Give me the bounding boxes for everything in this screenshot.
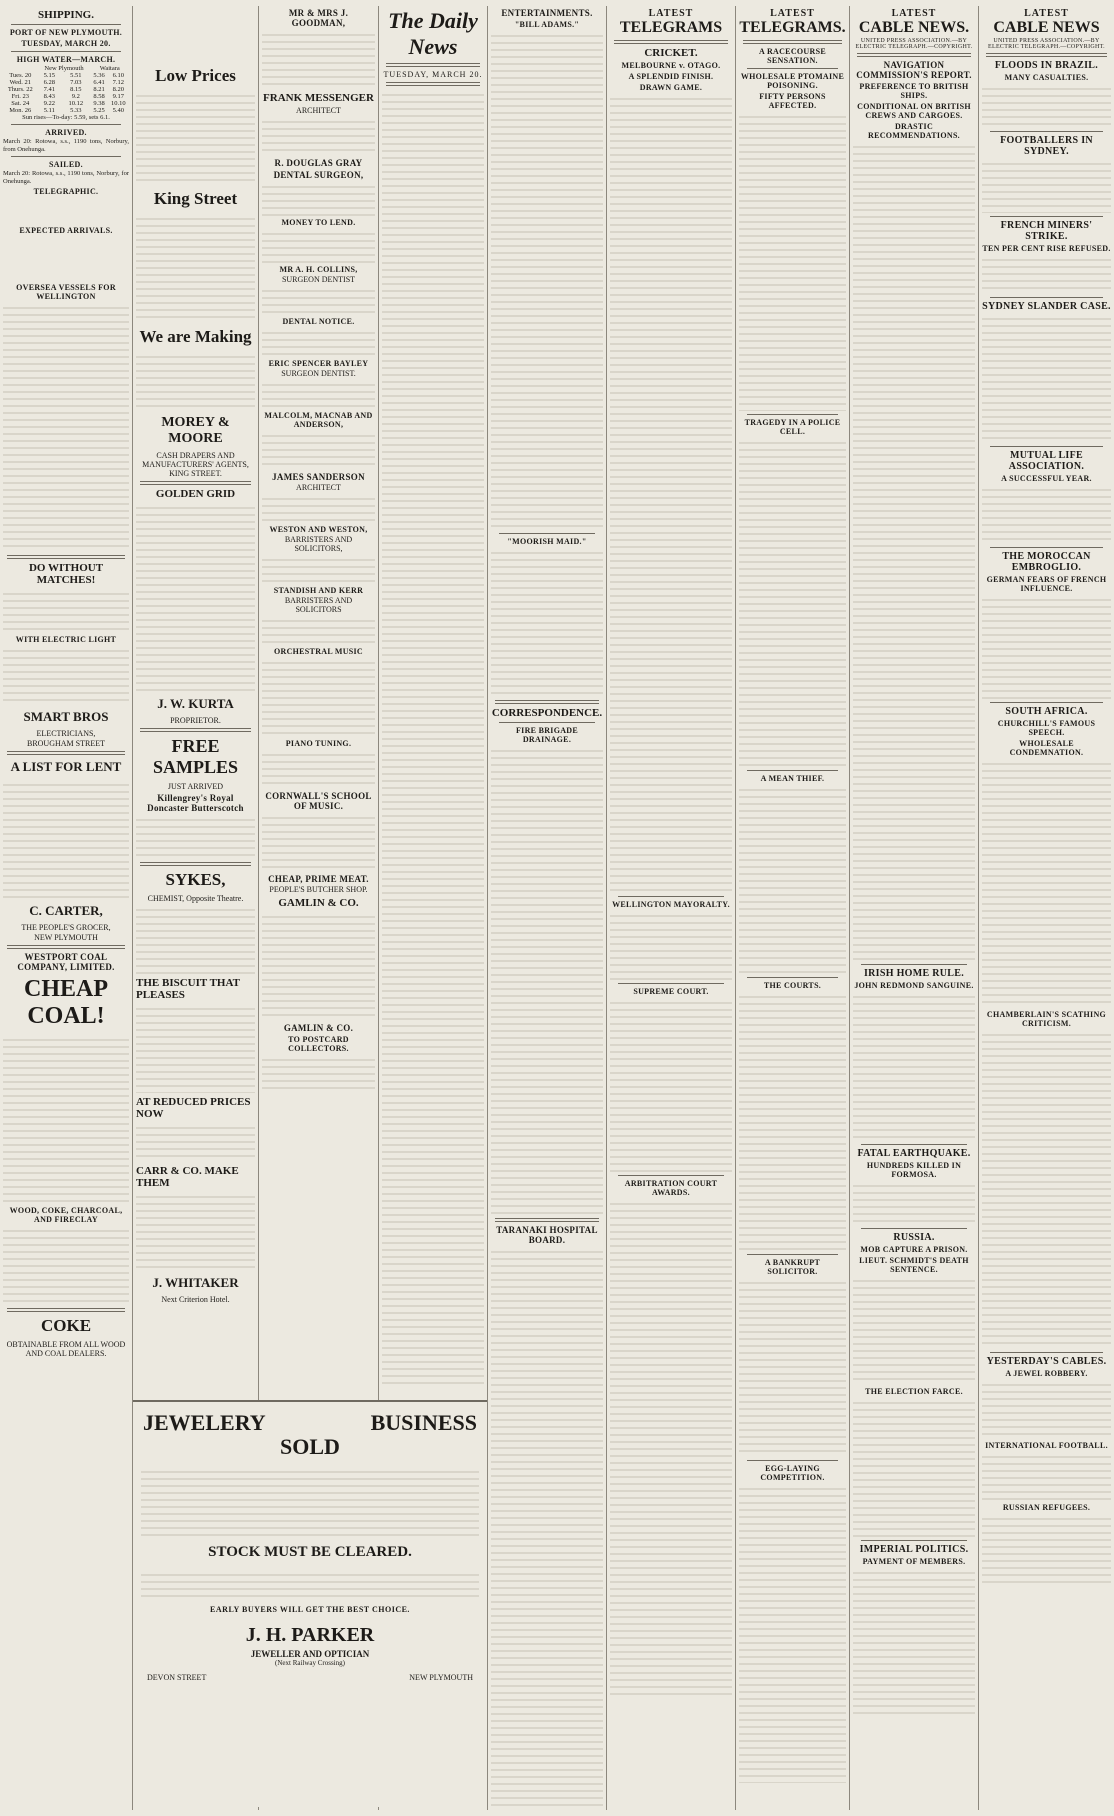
parker-town: NEW PLYMOUTH bbox=[409, 1673, 473, 1682]
text-block bbox=[491, 547, 603, 697]
slander-heading: SYDNEY SLANDER CASE. bbox=[982, 301, 1111, 312]
tide-cell: 5.33 bbox=[70, 107, 82, 114]
orchestral-heading: ORCHESTRAL MUSIC bbox=[273, 647, 364, 656]
morey-moore-sub: CASH DRAPERS AND MANUFACTURERS' AGENTS, KING STREET. bbox=[142, 451, 249, 478]
text-block bbox=[982, 83, 1111, 128]
killengrey-heading: Killengrey's Royal Doncaster Butterscotch bbox=[147, 793, 244, 813]
golden-grid-heading: GOLDEN GRID bbox=[155, 488, 236, 500]
coke-sub: OBTAINABLE FROM ALL WOOD AND COAL DEALERS. bbox=[6, 1340, 126, 1359]
text-block bbox=[739, 111, 846, 411]
tide-cell: Fri. 23 bbox=[11, 93, 29, 100]
goodman-heading: MR & MRS J. GOODMAN, bbox=[288, 8, 349, 28]
text-block bbox=[3, 236, 129, 281]
condemnation-heading: WHOLESALE CONDEMNATION. bbox=[1009, 739, 1084, 757]
text-block bbox=[982, 758, 1111, 1008]
text-block bbox=[262, 911, 375, 1021]
sykes-sub: CHEMIST, Opposite Theatre. bbox=[147, 894, 244, 903]
tide-cell: 8.15 bbox=[70, 86, 82, 93]
carter-heading: C. CARTER, bbox=[29, 903, 103, 919]
king-street-heading: King Street bbox=[153, 189, 238, 208]
redmond-heading: JOHN REDMOND SANGUINE. bbox=[854, 981, 974, 990]
text-block bbox=[739, 991, 846, 1251]
tide-cell: 8.20 bbox=[112, 86, 124, 93]
dental-heading: DENTAL SURGEON, bbox=[273, 170, 364, 180]
smart-bros-heading: SMART BROS bbox=[23, 709, 109, 725]
tide-cell: 7.41 bbox=[43, 86, 56, 93]
text-block bbox=[262, 181, 375, 216]
south-africa-heading: SOUTH AFRICA. bbox=[1005, 706, 1088, 717]
sold-word: SOLD bbox=[280, 1434, 340, 1459]
masthead: The Daily News bbox=[388, 8, 478, 59]
ptomaine-heading: WHOLESALE PTOMAINE POISONING. bbox=[740, 72, 845, 90]
tide-cell: 9.2 bbox=[71, 93, 80, 100]
melbourne-otago: MELBOURNE v. OTAGO. bbox=[621, 61, 721, 70]
text-block bbox=[136, 90, 255, 185]
text-block bbox=[3, 1034, 129, 1204]
just-arrived: JUST ARRIVED bbox=[167, 782, 224, 791]
text-block bbox=[982, 484, 1111, 544]
cable-news-heading: CABLE NEWS. bbox=[858, 19, 970, 36]
column-entertainments bbox=[488, 6, 606, 1810]
price-list bbox=[136, 213, 255, 323]
tide-cell: 6.41 bbox=[93, 79, 105, 86]
tide-cell: 5.40 bbox=[112, 107, 124, 114]
making-heading: We are Making bbox=[139, 327, 252, 346]
moorish-heading: "MOORISH MAID." bbox=[507, 537, 587, 546]
column-telegrams-2 bbox=[736, 6, 849, 1810]
standish-sub: BARRISTERS AND SOLICITORS bbox=[284, 596, 353, 614]
formosa-heading: HUNDREDS KILLED IN FORMOSA. bbox=[866, 1161, 962, 1179]
messenger-heading: FRANK MESSENGER bbox=[263, 92, 374, 104]
table-row bbox=[3, 93, 129, 100]
tide-cell: 8.21 bbox=[93, 86, 105, 93]
tide-cell: 5.51 bbox=[70, 72, 82, 79]
masthead-date: TUESDAY, MARCH 20. bbox=[383, 70, 483, 79]
morey-moore-heading: MOREY & MOORE bbox=[161, 415, 230, 446]
table-row bbox=[3, 79, 129, 86]
text-block bbox=[3, 645, 129, 705]
arbitration-heading: ARBITRATION COURT AWARDS. bbox=[624, 1179, 718, 1197]
tide-heading: HIGH WATER—MARCH. bbox=[16, 55, 116, 64]
parker-heading: J. H. PARKER bbox=[245, 1624, 375, 1646]
text-block bbox=[262, 430, 375, 470]
stock-heading: STOCK MUST BE CLEARED. bbox=[208, 1544, 412, 1560]
successful-year-heading: A SUCCESSFUL YEAR. bbox=[1001, 474, 1092, 483]
casualties-heading: MANY CASUALTIES. bbox=[1004, 73, 1089, 82]
mob-heading: MOB CAPTURE A PRISON. bbox=[860, 1245, 968, 1254]
tide-cell: 9.38 bbox=[93, 100, 105, 107]
text-block bbox=[491, 1246, 603, 1810]
irish-heading: IRISH HOME RULE. bbox=[863, 968, 965, 979]
tide-cell: 6.10 bbox=[112, 72, 124, 79]
text-block bbox=[610, 910, 732, 980]
telegrams-heading: TELEGRAMS. bbox=[739, 19, 846, 36]
tide-cell: 9.17 bbox=[112, 93, 124, 100]
text-block bbox=[853, 141, 975, 961]
payment-heading: PAYMENT OF MEMBERS. bbox=[862, 1557, 966, 1566]
biscuit-heading: THE BISCUIT THAT PLEASES bbox=[136, 977, 240, 1001]
text-block bbox=[141, 1466, 479, 1536]
text-block bbox=[853, 1275, 975, 1385]
gray-heading: R. DOUGLAS GRAY bbox=[274, 158, 363, 168]
fifty-persons: FIFTY PERSONS AFFECTED. bbox=[759, 92, 826, 110]
text-block bbox=[982, 254, 1111, 294]
tide-cell: 5.11 bbox=[43, 107, 55, 114]
date-line: TUESDAY, MARCH 20. bbox=[21, 39, 111, 48]
conditional-heading: CONDITIONAL ON BRITISH CREWS AND CARGOES. bbox=[857, 102, 971, 120]
overseas-heading: OVERSEA VESSELS FOR WELLINGTON bbox=[16, 283, 116, 302]
telegrams-heading: TELEGRAMS bbox=[619, 19, 723, 36]
text-block bbox=[262, 327, 375, 357]
table-row bbox=[3, 72, 129, 79]
text-block bbox=[262, 29, 375, 89]
taranaki-hospital-heading: TARANAKI HOSPITAL BOARD. bbox=[496, 1225, 598, 1245]
column-telegrams bbox=[607, 6, 735, 1810]
tide-cell: 5.36 bbox=[93, 72, 105, 79]
text-block bbox=[3, 197, 129, 223]
wood-heading: WOOD, COKE, CHARCOAL, AND FIRECLAY bbox=[9, 1206, 123, 1225]
tide-cell: Tues. 20 bbox=[9, 72, 32, 79]
standish-heading: STANDISH AND KERR bbox=[273, 586, 364, 595]
text-block bbox=[136, 1191, 255, 1271]
column-shipping bbox=[0, 6, 132, 1810]
text-block bbox=[262, 228, 375, 263]
electric-heading: WITH ELECTRIC LIGHT bbox=[15, 635, 117, 645]
miners-heading: FRENCH MINERS' STRIKE. bbox=[1000, 220, 1093, 242]
sanderson-heading: JAMES SANDERSON bbox=[272, 472, 365, 482]
kurta-heading: J. W. KURTA bbox=[157, 696, 234, 711]
drastic-heading: DRASTIC RECOMMENDATIONS. bbox=[868, 122, 960, 140]
tide-cell: Thurs. 22 bbox=[7, 86, 33, 93]
ten-per-cent-heading: TEN PER CENT RISE REFUSED. bbox=[982, 244, 1111, 253]
tide-col: New Plymouth bbox=[44, 65, 84, 72]
footballers-heading: FOOTBALLERS IN SYDNEY. bbox=[1000, 135, 1093, 157]
bayley-heading: ERIC SPENCER BAYLEY bbox=[268, 359, 369, 368]
early-buyers: EARLY BUYERS WILL GET THE BEST CHOICE. bbox=[210, 1605, 410, 1614]
low-prices-heading: Low Prices bbox=[155, 66, 236, 85]
tide-cell: 7.12 bbox=[112, 79, 124, 86]
text-block bbox=[982, 594, 1111, 699]
text-block bbox=[262, 493, 375, 523]
latest-label: LATEST bbox=[770, 8, 815, 19]
racecourse-heading: A RACECOURSE SENSATION. bbox=[759, 47, 826, 65]
text-block bbox=[853, 1397, 975, 1537]
text-block bbox=[262, 749, 375, 789]
telegraphic-heading: TELEGRAPHIC. bbox=[33, 187, 99, 197]
sykes-heading: SYKES, bbox=[165, 870, 226, 889]
text-block bbox=[262, 554, 375, 584]
text-block bbox=[262, 812, 375, 872]
mcnab-heading: MALCOLM, MACNAB AND ANDERSON, bbox=[264, 411, 373, 429]
tide-cell: 8.58 bbox=[93, 93, 105, 100]
gamlin-heading: GAMLIN & CO. bbox=[278, 897, 359, 909]
carter-address: NEW PLYMOUTH bbox=[34, 933, 98, 943]
yesterday-heading: YESTERDAY'S CABLES. bbox=[986, 1356, 1107, 1367]
column-editorial bbox=[379, 6, 487, 1396]
coal-heading: COAL! bbox=[27, 1003, 105, 1030]
tide-cell: 6.28 bbox=[43, 79, 56, 86]
expected-heading: EXPECTED ARRIVALS. bbox=[19, 225, 113, 235]
whitaker-heading: J. WHITAKER bbox=[152, 1275, 239, 1290]
westport-heading: WESTPORT COAL COMPANY, LIMITED. bbox=[17, 952, 115, 973]
piano-heading: PIANO TUNING. bbox=[285, 739, 352, 748]
floods-heading: FLOODS IN BRAZIL. bbox=[994, 60, 1099, 71]
tide-cell: 8.43 bbox=[43, 93, 56, 100]
bill-adams-heading: "BILL ADAMS." bbox=[514, 20, 580, 29]
russia-heading: RUSSIA. bbox=[893, 1232, 935, 1243]
shipping-heading: SHIPPING. bbox=[38, 9, 94, 21]
text-block bbox=[853, 991, 975, 1141]
collins-heading: MR A. H. COLLINS, bbox=[279, 265, 358, 274]
text-block bbox=[739, 1277, 846, 1457]
cable-news-heading: CABLE NEWS bbox=[993, 19, 1100, 36]
text-block bbox=[610, 1198, 732, 1698]
text-block bbox=[262, 285, 375, 315]
fire-drainage-heading: FIRE BRIGADE DRAINAGE. bbox=[515, 726, 579, 744]
bankrupt-heading: A BANKRUPT SOLICITOR. bbox=[764, 1258, 821, 1276]
international-heading: INTERNATIONAL FOOTBALL. bbox=[985, 1441, 1108, 1450]
drawn-game: DRAWN GAME. bbox=[639, 83, 703, 92]
shipping-list bbox=[3, 302, 129, 552]
text-block bbox=[982, 1513, 1111, 1583]
money-heading: MONEY TO LEND. bbox=[281, 218, 356, 227]
port-heading: PORT OF NEW PLYMOUTH. bbox=[9, 28, 123, 37]
smart-bros-sub: ELECTRICIANS, bbox=[36, 729, 96, 739]
earthquake-heading: FATAL EARTHQUAKE. bbox=[857, 1148, 971, 1159]
butcher-sub: PEOPLE'S BUTCHER SHOP. bbox=[269, 885, 368, 894]
cricket-scores bbox=[610, 93, 732, 893]
text-block bbox=[262, 1054, 375, 1094]
text-block bbox=[136, 351, 255, 411]
text-block bbox=[136, 814, 255, 859]
tide-cell: Mon. 26 bbox=[9, 107, 32, 114]
correspondence-heading: CORRESPONDENCE. bbox=[491, 707, 603, 719]
tide-cell: 5.15 bbox=[43, 72, 56, 79]
column-cable-news-2 bbox=[979, 6, 1114, 1810]
free-samples-heading: FREE SAMPLES bbox=[152, 736, 239, 777]
tide-col: Waitara bbox=[99, 65, 120, 72]
text-block bbox=[982, 1029, 1111, 1349]
text-block bbox=[982, 1451, 1111, 1501]
cricket-heading: CRICKET. bbox=[644, 47, 698, 59]
thief-heading: A MEAN THIEF. bbox=[760, 774, 825, 783]
refugees-heading: RUSSIAN REFUGEES. bbox=[1002, 1503, 1091, 1512]
churchill-heading: CHURCHILL'S FAMOUS SPEECH. bbox=[997, 719, 1096, 737]
text-block bbox=[262, 379, 375, 409]
table-row bbox=[3, 100, 129, 107]
egg-heading: EGG-LAYING COMPETITION. bbox=[760, 1464, 825, 1482]
imperial-heading: IMPERIAL POLITICS. bbox=[859, 1544, 969, 1555]
supreme-court-heading: SUPREME COURT. bbox=[633, 987, 709, 996]
splendid-finish: A SPLENDID FINISH. bbox=[628, 72, 714, 81]
text-block bbox=[136, 502, 255, 692]
tide-cell: Wed. 21 bbox=[9, 79, 32, 86]
press-credit: UNITED PRESS ASSOCIATION.—BY ELECTRIC TELEGRAPH.—COPYRIGHT. bbox=[855, 38, 973, 50]
press-credit: UNITED PRESS ASSOCIATION.—BY ELECTRIC TELEGRAPH.—COPYRIGHT. bbox=[988, 38, 1105, 50]
text-block bbox=[136, 1003, 255, 1093]
tragedy-heading: TRAGEDY IN A POLICE CELL. bbox=[744, 418, 841, 436]
text-block bbox=[853, 1567, 975, 1717]
courts-heading: THE COURTS. bbox=[763, 981, 822, 990]
column-cable-news bbox=[850, 6, 978, 1810]
text-block bbox=[982, 1379, 1111, 1439]
tide-table bbox=[3, 65, 129, 114]
tide-cell: 5.25 bbox=[93, 107, 105, 114]
lent-heading: A LIST FOR LENT bbox=[10, 759, 122, 775]
tide-cell: 10.10 bbox=[111, 100, 126, 107]
weston-sub: BARRISTERS AND SOLICITORS, bbox=[284, 535, 353, 553]
text-block bbox=[3, 588, 129, 633]
preference-heading: PREFERENCE TO BRITISH SHIPS. bbox=[859, 82, 969, 100]
table-row bbox=[3, 107, 129, 114]
jewelery-word: JEWELERY bbox=[143, 1410, 266, 1435]
text-block bbox=[141, 1569, 479, 1599]
text-block bbox=[982, 313, 1111, 443]
arrived-heading: ARRIVED. bbox=[45, 128, 87, 138]
tide-cell: 9.22 bbox=[43, 100, 56, 107]
text-block bbox=[853, 1180, 975, 1225]
table-row bbox=[3, 86, 129, 93]
parker-sub: JEWELLER AND OPTICIAN bbox=[250, 1649, 370, 1659]
tide-col bbox=[3, 65, 38, 72]
parker-street: DEVON STREET bbox=[147, 1673, 207, 1682]
entertainments-heading: ENTERTAINMENTS. bbox=[501, 8, 593, 18]
bayley-sub: SURGEON DENTIST. bbox=[281, 369, 356, 378]
sun-times: Sun rises—To-day: 5.59, sets 6.1. bbox=[22, 114, 110, 121]
mutual-life-heading: MUTUAL LIFE ASSOCIATION. bbox=[1008, 450, 1085, 472]
postcard-heading: TO POSTCARD COLLECTORS. bbox=[288, 1035, 349, 1053]
text-block bbox=[136, 1122, 255, 1162]
text-block bbox=[739, 437, 846, 767]
carter-sub: THE PEOPLE'S GROCER, bbox=[21, 923, 111, 933]
collins-sub: SURGEON DENTIST bbox=[281, 275, 356, 284]
robbery-heading: A JEWEL ROBBERY. bbox=[1005, 1369, 1088, 1378]
tide-header-row bbox=[3, 65, 129, 72]
text-block bbox=[739, 784, 846, 974]
column-professional bbox=[259, 6, 378, 1396]
latest-label: LATEST bbox=[1024, 8, 1069, 19]
navigation-heading: NAVIGATION COMMISSION'S REPORT. bbox=[856, 60, 972, 80]
sailed-text: March 20: Rotowa, s.s., 1190 tons, Norbury, for Onehunga. bbox=[3, 170, 129, 185]
tide-cell: 10.12 bbox=[68, 100, 84, 107]
smart-bros-address: BROUGHAM STREET bbox=[26, 739, 105, 749]
tide-cell: 7.03 bbox=[70, 79, 82, 86]
dental-notice-heading: DENTAL NOTICE. bbox=[282, 317, 355, 326]
arrived-text: March 20: Rotowa, s.s., 1190 tons, Norbury, from Onehunga. bbox=[3, 138, 129, 153]
cheap-heading: CHEAP bbox=[24, 976, 108, 1003]
parker-note: (Next Railway Crossing) bbox=[275, 1659, 345, 1667]
text-block bbox=[262, 116, 375, 156]
wellington-mayoralty-heading: WELLINGTON MAYORALTY. bbox=[612, 900, 730, 909]
gamlin-second: GAMLIN & CO. bbox=[283, 1023, 354, 1033]
latest-label: LATEST bbox=[648, 8, 694, 19]
chamberlain-heading: CHAMBERLAIN'S SCATHING CRITICISM. bbox=[986, 1010, 1107, 1028]
business-word: BUSINESS bbox=[370, 1410, 477, 1435]
matches-heading: DO WITHOUT MATCHES! bbox=[28, 562, 104, 587]
messenger-sub: ARCHITECT bbox=[296, 106, 341, 115]
jewelery-ad bbox=[133, 1400, 487, 1807]
text-block bbox=[491, 30, 603, 530]
text-block bbox=[3, 779, 129, 899]
text-block bbox=[491, 745, 603, 1215]
text-block bbox=[610, 997, 732, 1172]
whitaker-sub: Next Criterion Hotel. bbox=[161, 1295, 230, 1304]
latest-label: LATEST bbox=[891, 8, 937, 19]
german-fears-heading: GERMAN FEARS OF FRENCH INFLUENCE. bbox=[986, 575, 1107, 593]
sailed-heading: SAILED. bbox=[49, 160, 83, 170]
election-farce-heading: THE ELECTION FARCE. bbox=[865, 1387, 963, 1396]
tide-cell: Sat. 24 bbox=[11, 100, 30, 107]
schmidt-heading: LIEUT. SCHMIDT'S DEATH SENTENCE. bbox=[859, 1256, 969, 1274]
cornwall-heading: CORNWALL'S SCHOOL OF MUSIC. bbox=[265, 791, 372, 811]
kurta-sub: PROPRIETOR. bbox=[170, 716, 221, 725]
weston-heading: WESTON AND WESTON, bbox=[269, 525, 368, 534]
text-block bbox=[262, 657, 375, 737]
text-block bbox=[136, 904, 255, 974]
moroccan-heading: THE MOROCCAN EMBROGLIO. bbox=[1002, 551, 1091, 573]
editorial-text bbox=[382, 89, 484, 1389]
reduced-heading: AT REDUCED PRICES NOW bbox=[136, 1096, 251, 1120]
text-block bbox=[3, 1225, 129, 1305]
text-block bbox=[739, 1483, 846, 1783]
text-block bbox=[982, 158, 1111, 213]
text-block bbox=[262, 615, 375, 645]
cheap-meat-heading: CHEAP, PRIME MEAT. bbox=[268, 874, 369, 884]
sanderson-sub: ARCHITECT bbox=[296, 483, 341, 492]
coke-heading: COKE bbox=[40, 1316, 92, 1336]
carr-heading: CARR & CO. MAKE THEM bbox=[136, 1165, 239, 1189]
